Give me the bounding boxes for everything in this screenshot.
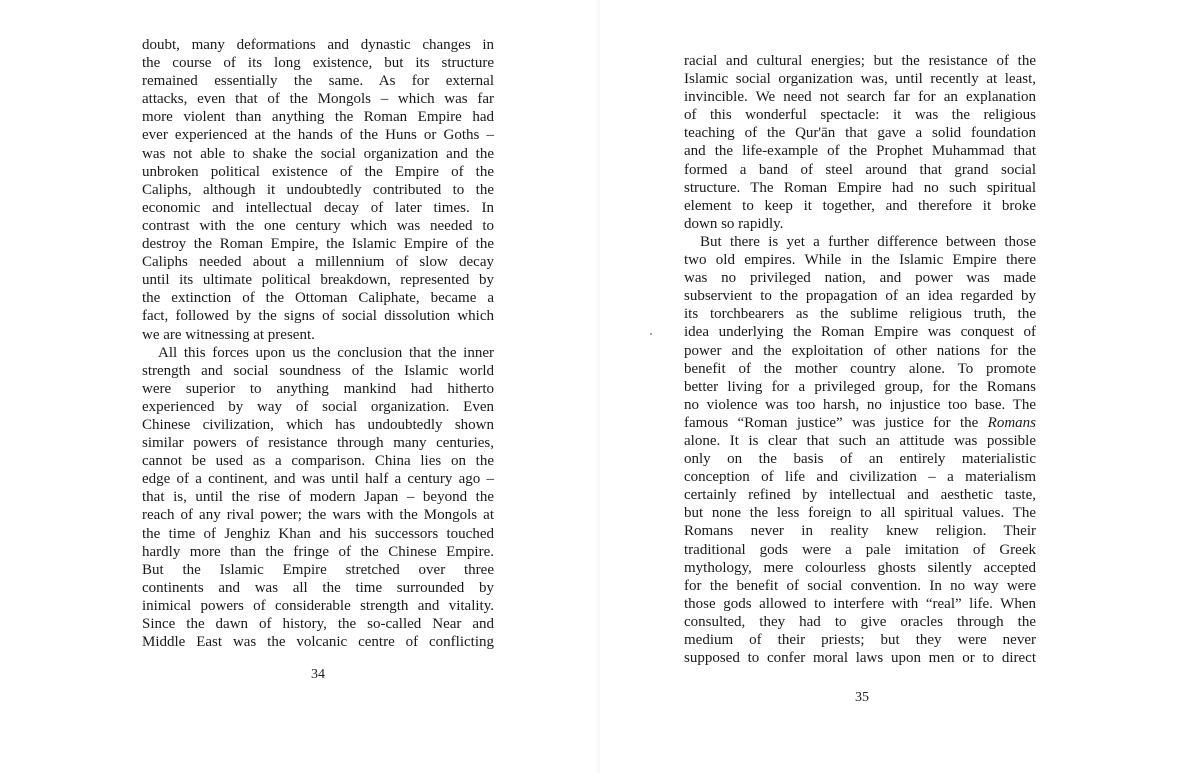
- text-line: structure. The Roman Empire had no such spiritual: [684, 179, 1036, 196]
- text-line: of this wonderful spectacle: it was the religious: [684, 107, 1036, 124]
- text-line: we are witnessing at present.: [142, 326, 315, 343]
- text-line: until its ultimate political breakdown, represented by: [142, 272, 494, 289]
- text-line: mythology, mere colourless ghosts silently accepted: [684, 559, 1036, 576]
- text-line: reach of any rival power; the wars with the Mongols at: [142, 507, 494, 524]
- text-line: economic and intellectual decay of later times. In: [142, 199, 494, 216]
- text-line: the time of Jenghiz Khan and his successors touched: [142, 525, 494, 542]
- text-line: All this forces upon us the conclusion that the inner: [158, 344, 494, 361]
- text-line: edge of a continent, and was until half a century ago –: [142, 471, 494, 488]
- text-line: consulted, they had to give oracles through the: [684, 613, 1036, 630]
- text-line: unbroken political existence of the Empire of the: [142, 163, 494, 180]
- text-line: no violence was too harsh, no injustice too base. The: [684, 396, 1036, 413]
- text-line: supposed to confer moral laws upon men or to direct: [684, 650, 1036, 667]
- text-line: element to keep it together, and therefore it broke: [684, 197, 1036, 214]
- text-line: power and the exploitation of other nations for the: [684, 342, 1036, 359]
- text-line: invincible. We need not search far for an explanation: [684, 89, 1036, 106]
- text-line: for the benefit of social convention. In no way were: [684, 577, 1036, 594]
- text-line: formed a band of steel around that grand social: [684, 161, 1036, 178]
- text-line: the extinction of the Ottoman Caliphate, became a: [142, 290, 494, 307]
- text-line: teaching of the Qur'ān that gave a solid foundation: [684, 125, 1036, 142]
- text-line: was not able to shake the social organization and the: [142, 145, 494, 162]
- right-page: [600, 0, 1200, 773]
- text-line: remained essentially the same. As for external: [142, 73, 494, 90]
- text-line: certainly refined by intellectual and aesthetic taste,: [684, 487, 1036, 504]
- text-line: down so rapidly.: [684, 215, 784, 232]
- text-line: inimical powers of considerable strength and vitality.: [142, 597, 494, 614]
- text-line: benefit of the mother country alone. To promote: [684, 360, 1036, 377]
- text-line: subservient to the propagation of an idea regarded by: [684, 288, 1036, 305]
- text-line: and the life-example of the Prophet Muhammad that: [684, 143, 1036, 160]
- text-line: Chinese civilization, which has undoubtedly shown: [142, 416, 494, 433]
- text-line: doubt, many deformations and dynastic changes in: [142, 37, 494, 53]
- text-line: experienced by way of social organization. Even: [142, 398, 494, 415]
- text-line: those gods allowed to interfere with “real” life. When: [684, 595, 1036, 612]
- margin-mark: [650, 333, 652, 335]
- text-line: destroy the Roman Empire, the Islamic Empire of the: [142, 236, 494, 253]
- text-line: was no privileged nation, and power was made: [684, 270, 1036, 287]
- text-line: Caliphs, although it undoubtedly contributed to the: [142, 181, 494, 198]
- page-number: 34: [311, 667, 325, 682]
- text-line: idea underlying the Roman Empire was conquest of: [684, 324, 1036, 341]
- text-line: that is, until the rise of modern Japan – beyond the: [142, 489, 494, 506]
- text-line: medium of their priests; but they were never: [684, 632, 1036, 648]
- text-line: contrast with the one century which was needed to: [142, 217, 494, 234]
- text-line: Islamic social organization was, until recently at least,: [684, 71, 1036, 88]
- text-line-start: famous “Roman justice” was justice for the: [684, 414, 988, 431]
- text-line: strength and social soundness of the Islamic world: [142, 362, 494, 379]
- text-line: conception of life and civilization – a materialism: [684, 469, 1036, 486]
- text-line: ever experienced at the hands of the Huns or Goths –: [142, 127, 494, 144]
- text-line: But the Islamic Empire stretched over three: [142, 561, 494, 578]
- text-line: the course of its long existence, but its structure: [142, 55, 494, 72]
- left-text-column: [142, 36, 494, 651]
- text-line: its torchbearers as the sublime religious truth, the: [684, 306, 1036, 323]
- text-line: traditional gods were a pale imitation of Greek: [684, 541, 1036, 558]
- text-line: more violent than anything the Roman Empire had: [142, 109, 494, 126]
- text-line: Romans never in reality knew religion. Their: [684, 523, 1036, 540]
- text-line: attacks, even that of the Mongols – which was far: [142, 91, 494, 108]
- italic-word: Romans: [987, 414, 1036, 431]
- text-line: two old empires. While in the Islamic Empire there: [684, 252, 1036, 269]
- text-line: racial and cultural energies; but the resistance of the: [684, 53, 1036, 69]
- text-line: similar powers of resistance through many centuries,: [142, 435, 494, 452]
- text-line: fact, followed by the signs of social dissolution which: [142, 308, 494, 325]
- text-line: cannot be used as a comparison. China lies on the: [142, 453, 494, 470]
- text-line: were superior to anything mankind had hitherto: [142, 380, 494, 397]
- text-line: Middle East was the volcanic centre of conflicting: [142, 634, 494, 651]
- text-line: better living for a privileged group, for the Romans: [684, 378, 1036, 395]
- right-text-column: [684, 52, 1036, 667]
- text-line: Since the dawn of history, the so-called Near and: [142, 616, 494, 632]
- text-line: continents and was all the time surrounded by: [142, 579, 494, 596]
- text-line-with-italic: [684, 414, 1036, 432]
- page-number: 35: [855, 690, 869, 705]
- text-line: but none the less foreign to all spiritual values. The: [684, 505, 1036, 522]
- text-line: hardly more than the fringe of the Chinese Empire.: [142, 543, 494, 560]
- text-line: Caliphs needed about a millennium of slow decay: [142, 254, 494, 271]
- text-line: only on the basis of an entirely materialistic: [684, 451, 1036, 468]
- text-line: alone. It is clear that such an attitude was possible: [684, 432, 1036, 449]
- text-line: But there is yet a further difference between those: [700, 233, 1036, 250]
